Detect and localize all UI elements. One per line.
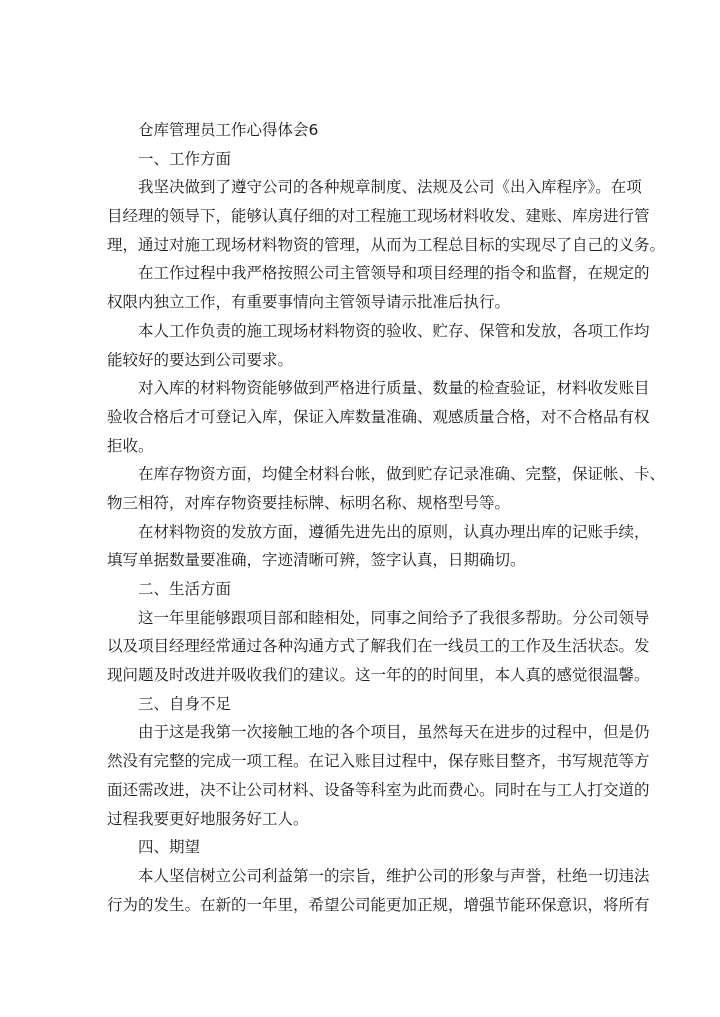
paragraph — [107, 374, 650, 460]
paragraph-line: 拒收。 — [107, 436, 154, 455]
paragraph-line: 然没有完整的完成一项工程。在记入账目过程中，保存账目整齐，书写规范等方 — [107, 752, 650, 771]
paragraph-line: 行为的发生。在新的一年里，希望公司能更加正规，增强节能环保意识，将所有 — [107, 895, 650, 914]
paragraph-line: 本人坚信树立公司利益第一的宗旨，维护公司的形象与声誉，杜绝一切违法 — [138, 866, 650, 885]
paragraph — [107, 460, 666, 517]
paragraph-line: 这一年里能够跟项目部和睦相处，同事之间给予了我很多帮助。分公司领导 — [138, 608, 650, 627]
paragraph — [107, 259, 650, 316]
paragraph — [107, 718, 650, 833]
paragraph — [107, 862, 650, 919]
document-body — [107, 116, 666, 919]
paragraph-line: 在工作过程中我严格按照公司主管领导和项目经理的指令和监督，在规定的 — [138, 264, 650, 283]
paragraph-line: 理，通过对施工现场材料物资的管理，从而为工程总目标的实现尽了自己的义务。 — [107, 235, 666, 254]
paragraph-line: 以及项目经理经常通过各种沟通方式了解我们在一线员工的工作及生活状态。发 — [107, 637, 650, 656]
paragraph-line: 本人工作负责的施工现场材料物资的验收、贮存、保管和发放，各项工作均 — [138, 321, 650, 340]
paragraph-line: 填写单据数量要准确，字迹清晰可辨，签字认真，日期确切。 — [107, 551, 526, 570]
document-title: 仓库管理员工作心得体会6 — [138, 121, 319, 139]
paragraph — [107, 518, 650, 575]
paragraph — [107, 317, 650, 374]
paragraph-line: 在材料物资的发放方面，遵循先进先出的原则，认真办理出库的记账手续， — [138, 522, 650, 541]
section-heading: 三、自身不足 — [138, 694, 232, 713]
paragraph-line: 对入库的材料物资能够做到严格进行质量、数量的检查验证，材料收发账目 — [138, 379, 650, 398]
paragraph-line: 由于这是我第一次接触工地的各个项目，虽然每天在进步的过程中，但是仍 — [138, 723, 650, 742]
paragraph-line: 现问题及时改进并吸收我们的建议。这一年的的时间里，本人真的感觉很温馨。 — [107, 666, 650, 685]
paragraph-line: 物三相符，对库存物资要挂标牌、标明名称、规格型号等。 — [107, 493, 511, 512]
paragraph — [107, 604, 650, 690]
paragraph-line: 面还需改进，决不让公司材料、设备等科室为此而费心。同时在与工人打交道的 — [107, 780, 650, 799]
section-heading: 二、生活方面 — [138, 580, 232, 598]
paragraph-line: 验收合格后才可登记入库，保证入库数量准确、观感质量合格，对不合格品有权 — [107, 407, 650, 426]
paragraph-line: 目经理的领导下，能够认真仔细的对工程施工现场材料收发、建账、库房进行管 — [107, 207, 650, 226]
section-heading: 四、期望 — [138, 838, 201, 857]
paragraph-line: 我坚决做到了遵守公司的各种规章制度、法规及公司《出入库程序》。在项 — [138, 178, 642, 197]
paragraph — [107, 173, 666, 259]
paragraph-line: 过程我要更好地服务好工人。 — [107, 809, 309, 828]
paragraph-line: 在库存物资方面，均健全材料台帐，做到贮存记录准确、完整，保证帐、卡、 — [138, 465, 666, 484]
paragraph-line: 能较好的要达到公司要求。 — [107, 350, 294, 369]
section-heading: 一、工作方面 — [138, 149, 232, 168]
paragraph-line: 权限内独立工作，有重要事情向主管领导请示批准后执行。 — [107, 293, 511, 312]
